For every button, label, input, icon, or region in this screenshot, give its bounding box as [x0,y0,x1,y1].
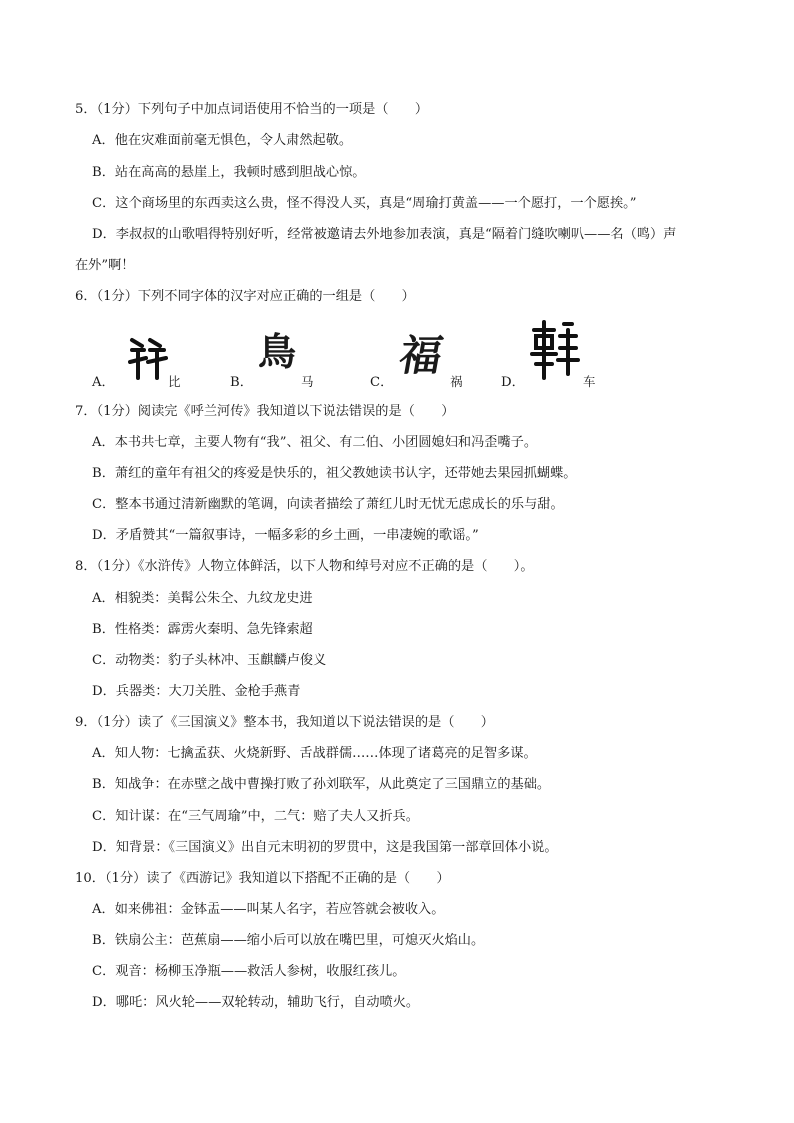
q6-option-c-letter: C． [370,375,394,390]
q9-option-b: B．知战争：在赤壁之战中曹操打败了孙刘联军，从此奠定了三国鼎立的基础。 [92,777,551,792]
q8-option-c: C．动物类：豹子头林冲、玉麒麟卢俊义 [92,653,327,668]
q6-option-b-letter: B． [230,375,253,390]
q7-option-d: D．矛盾赞其“一篇叙事诗，一幅多彩的乡土画，一串凄婉的歌谣。” [92,528,479,543]
q5-option-d-cont: 在外”啊！ [75,258,135,273]
q6-option-b-caption: 马 [301,374,314,389]
cursive-fu-glyph-icon: 福 [395,331,447,380]
seal-script-glyph-icon [128,332,168,380]
q5-option-d: D．李叔叔的山歌唱得特别好听，经常被邀请去外地参加表演，真是“隔着门缝吹喇叭——名（鸣）声 [92,227,677,242]
q8-stem: 8．（1分）《水浒传》人物立体鲜活，以下人物和绰号对应不正确的是（ ）。 [75,559,534,574]
q5-option-c: C．这个商场里的东西卖这么贵，怪不得没人买，真是“周瑜打黄盖——一个愿打，一个愿挨。” [92,196,637,211]
q7-option-b: B．萧红的童年有祖父的疼爱是快乐的，祖父教她读书认字，还带她去果园抓蝴蝶。 [92,466,577,481]
q6-option-a-letter: A． [92,375,115,390]
q7-option-c: C．整本书通过清新幽默的笔调，向读者描绘了萧红儿时无忧无虑成长的乐与甜。 [92,497,564,512]
q8-option-a: A．相貌类：美髯公朱仝、九纹龙史进 [92,591,313,606]
q8-option-b: B．性格类：霹雳火秦明、急先锋索超 [92,622,313,637]
q10-option-d: D．哪吒：风火轮——双轮转动，辅助飞行，自动喷火。 [92,995,420,1010]
q6-stem: 6．（1分）下列不同字体的汉字对应正确的一组是（ ） [75,289,415,304]
q6-option-d-caption: 车 [583,374,596,389]
q5-option-b: B．站在高高的悬崖上，我顿时感到胆战心惊。 [92,165,366,180]
q8-option-d: D．兵器类：大刀关胜、金枪手燕青 [92,684,301,699]
q6-options [92,318,612,388]
q7-option-a: A．本书共七章，主要人物有“我”、祖父、有二伯、小团圆媳妇和冯歪嘴子。 [92,435,538,450]
traditional-niao-glyph-icon: 鳥 [258,329,297,374]
q10-option-c: C．观音：杨柳玉净瓶——救活人参树，收服红孩儿。 [92,964,406,979]
q10-option-a: A．如来佛祖：金钵盂——叫某人名字，若应答就会被收入。 [92,902,445,917]
q5-option-a: A．他在灾难面前毫无惧色，令人肃然起敬。 [92,133,353,148]
q9-option-a: A．知人物：七擒孟获、火烧新野、舌战群儒……体现了诸葛亮的足智多谋。 [92,746,537,761]
seal-script-glyph-icon [530,320,580,380]
q10-stem: 10．（1分）读了《西游记》我知道以下搭配不正确的是（ ） [75,871,450,886]
q6-option-a-caption: 比 [168,374,181,389]
q6-option-c-caption: 祸 [450,374,463,389]
q9-stem: 9．（1分）读了《三国演义》整本书，我知道以下说法错误的是（ ） [75,715,494,730]
q10-option-b: B．铁扇公主：芭蕉扇——缩小后可以放在嘴巴里，可熄灭火焰山。 [92,933,485,948]
q6-option-d-letter: D． [501,375,525,390]
q9-option-c: C．知计谋：在“三气周瑜”中，二气：赔了夫人又折兵。 [92,809,419,824]
q9-option-d: D．知背景：《三国演义》出自元末明初的罗贯中，这是我国第一部章回体小说。 [92,840,558,855]
q5-stem: 5．（1分）下列句子中加点词语使用不恰当的一项是（ ） [75,102,429,117]
q7-stem: 7．（1分）阅读完《呼兰河传》我知道以下说法错误的是（ ） [75,404,455,419]
